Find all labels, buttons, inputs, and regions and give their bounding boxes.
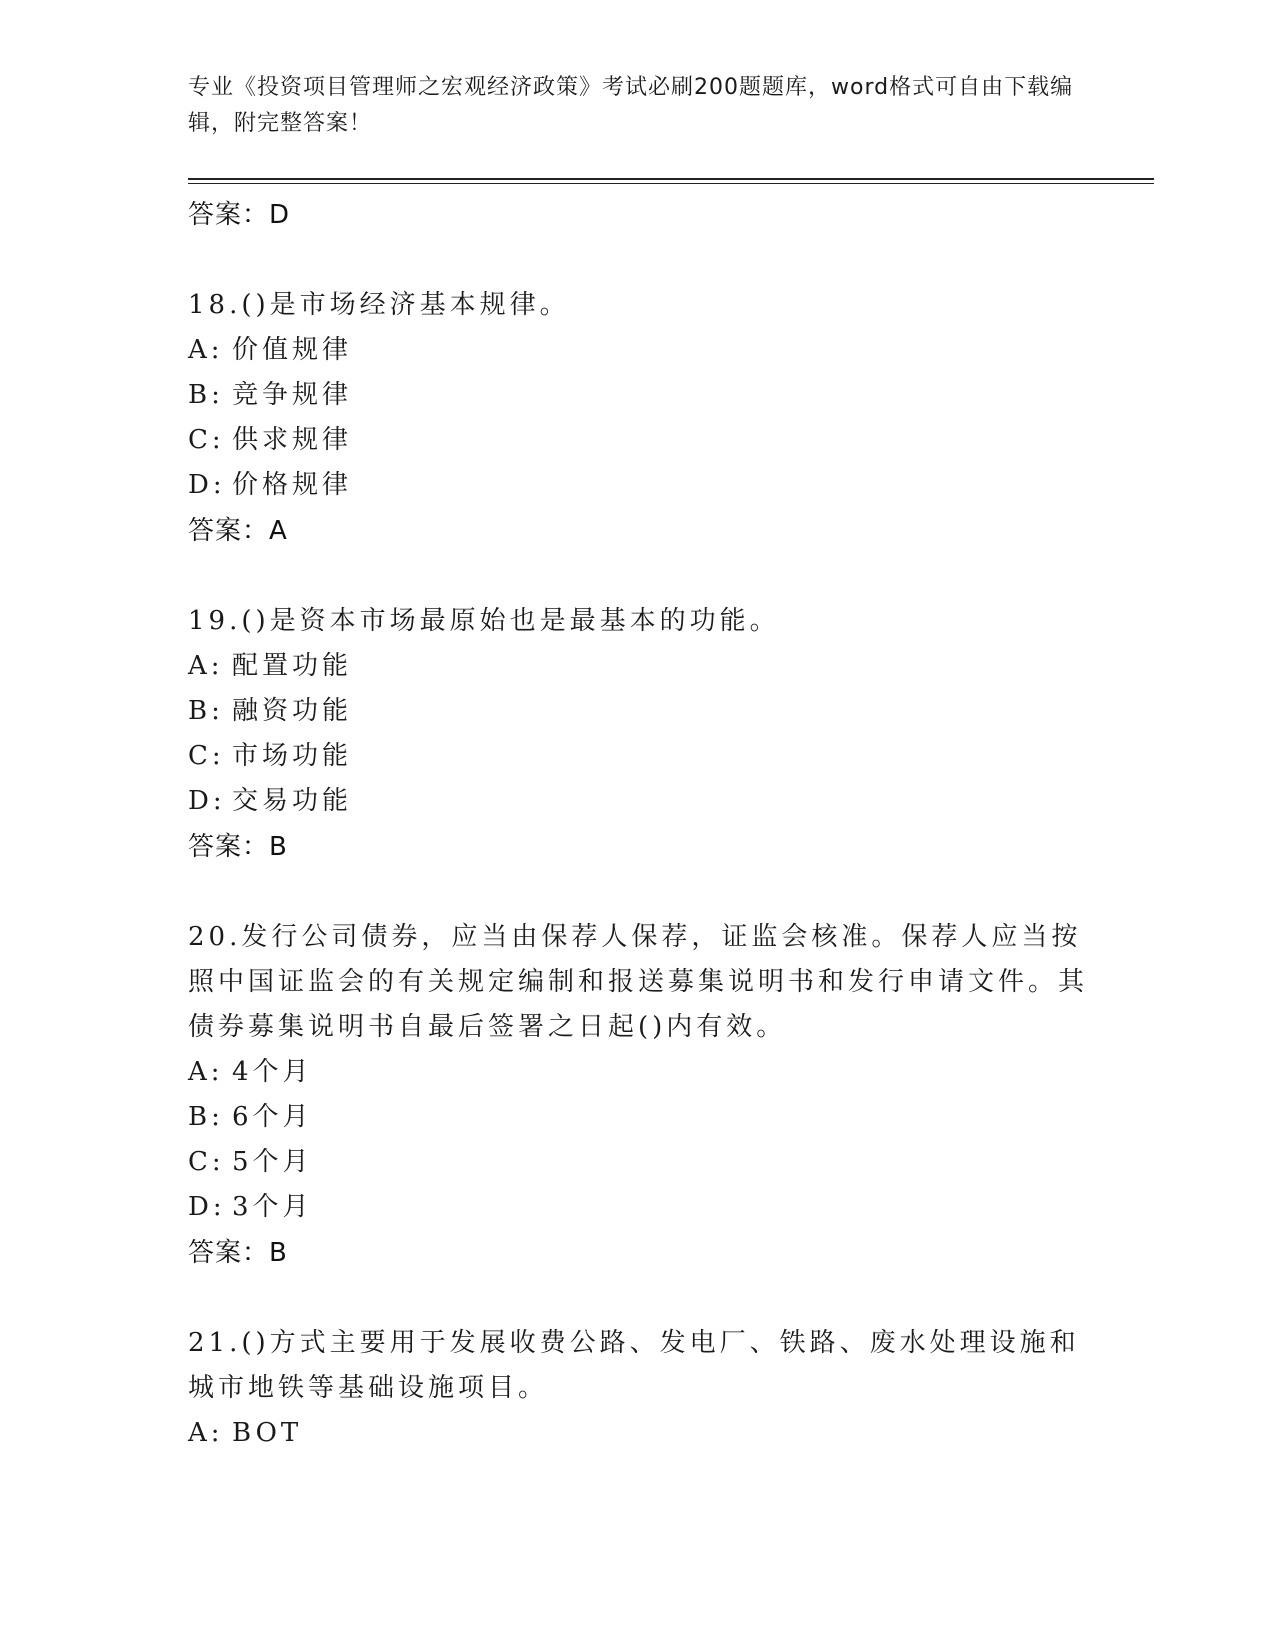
option-letter: B: xyxy=(188,696,224,726)
document-header: 专业《投资项目管理师之宏观经济政策》考试必刷200题题库，word格式可自由下载编辑，附完整答案！ xyxy=(188,75,1074,136)
option-text: 交易功能 xyxy=(232,786,353,816)
option-text: 竞争规律 xyxy=(232,380,353,410)
question-stem: 18.()是市场经济基本规律。 xyxy=(188,290,570,320)
option-b xyxy=(188,373,1088,418)
option-c xyxy=(188,1140,1088,1185)
option-letter: C: xyxy=(188,741,225,771)
option-letter: C: xyxy=(188,425,225,455)
question-stem: 19.()是资本市场最原始也是最基本的功能。 xyxy=(188,606,780,636)
header-divider-thick xyxy=(188,178,1154,180)
option-d xyxy=(188,463,1088,508)
option-letter: D: xyxy=(188,1192,226,1222)
option-a xyxy=(188,1411,1088,1456)
option-text: 供求规律 xyxy=(232,425,353,455)
previous-answer: 答案：D xyxy=(188,200,291,230)
option-letter: C: xyxy=(188,1147,225,1177)
option-d xyxy=(188,779,1088,824)
option-letter: A: xyxy=(188,651,224,681)
answer-line: 答案：B xyxy=(188,832,288,862)
option-text: 4个月 xyxy=(232,1057,313,1087)
option-c xyxy=(188,734,1088,779)
question-19 xyxy=(188,599,1088,870)
option-text: 6个月 xyxy=(232,1102,313,1132)
option-c xyxy=(188,418,1088,463)
option-text: 3个月 xyxy=(232,1192,313,1222)
option-letter: A: xyxy=(188,1418,224,1448)
option-text: 市场功能 xyxy=(232,741,353,771)
option-d xyxy=(188,1185,1088,1230)
option-text: 价值规律 xyxy=(232,335,353,365)
question-20 xyxy=(188,915,1088,1276)
option-text: 融资功能 xyxy=(232,696,353,726)
option-text: 配置功能 xyxy=(232,651,353,681)
option-b xyxy=(188,689,1088,734)
option-text: BOT xyxy=(232,1418,303,1448)
option-letter: B: xyxy=(188,1102,224,1132)
question-21 xyxy=(188,1321,1088,1456)
option-a xyxy=(188,1050,1088,1095)
question-stem: 21.()方式主要用于发展收费公路、发电厂、铁路、废水处理设施和城市地铁等基础设施项目。 xyxy=(188,1328,1080,1403)
option-letter: B: xyxy=(188,380,224,410)
option-letter: A: xyxy=(188,1057,224,1087)
option-text: 价格规律 xyxy=(232,470,353,500)
question-list xyxy=(188,192,1088,1501)
header-divider-thin xyxy=(188,183,1154,184)
option-letter: D: xyxy=(188,470,226,500)
option-letter: D: xyxy=(188,786,226,816)
answer-line: 答案：B xyxy=(188,1238,288,1268)
answer-line: 答案：A xyxy=(188,516,288,546)
option-letter: A: xyxy=(188,335,224,365)
option-a xyxy=(188,328,1088,373)
option-a xyxy=(188,644,1088,689)
question-stem: 20.发行公司债券，应当由保荐人保荐，证监会核准。保荐人应当按照中国证监会的有关规定编制和报送募集说明书和发行申请文件。其债券募集说明书自最后签署之日起()内有效。 xyxy=(188,922,1089,1042)
question-18 xyxy=(188,283,1088,554)
option-text: 5个月 xyxy=(232,1147,313,1177)
option-b xyxy=(188,1095,1088,1140)
